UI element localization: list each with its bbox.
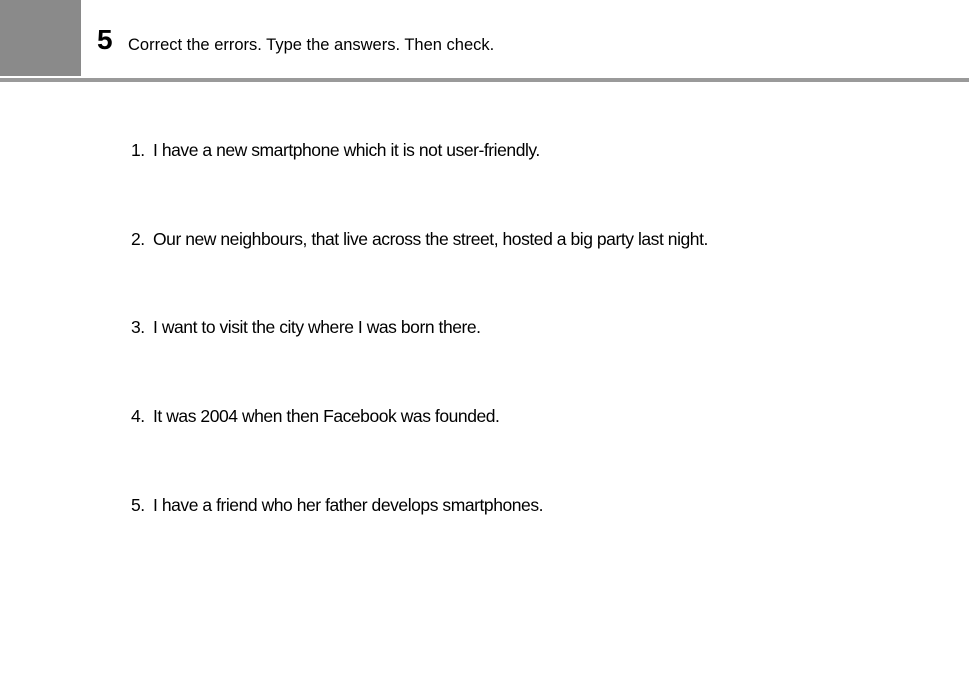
item-sentence: It was 2004 when then Facebook was founded. (153, 406, 500, 427)
item-number: 4. (131, 406, 145, 427)
exercise-item (131, 494, 708, 583)
exercise-item (131, 139, 708, 228)
item-number: 2. (131, 228, 145, 249)
item-sentence: I have a new smartphone which it is not user-friendly. (153, 140, 540, 160)
item-sentence: I want to visit the city where I was born there. (153, 317, 481, 338)
exercise-instruction: Correct the errors. Type the answers. Then check. (128, 36, 495, 54)
header-color-block (0, 0, 81, 76)
exercise-item (131, 316, 708, 405)
exercise-item (131, 228, 708, 317)
header-divider (0, 78, 969, 82)
item-sentence: I have a friend who her father develops smartphones. (153, 494, 544, 515)
item-number: 3. (131, 317, 145, 338)
exercise-number: 5 (97, 24, 113, 55)
exercise-item-list (131, 139, 708, 582)
exercise-item (131, 405, 708, 494)
item-number: 1. (131, 140, 145, 160)
item-number: 5. (131, 494, 145, 515)
exercise-header (0, 0, 969, 78)
item-sentence: Our new neighbours, that live across the street, hosted a big party last night. (153, 228, 708, 249)
